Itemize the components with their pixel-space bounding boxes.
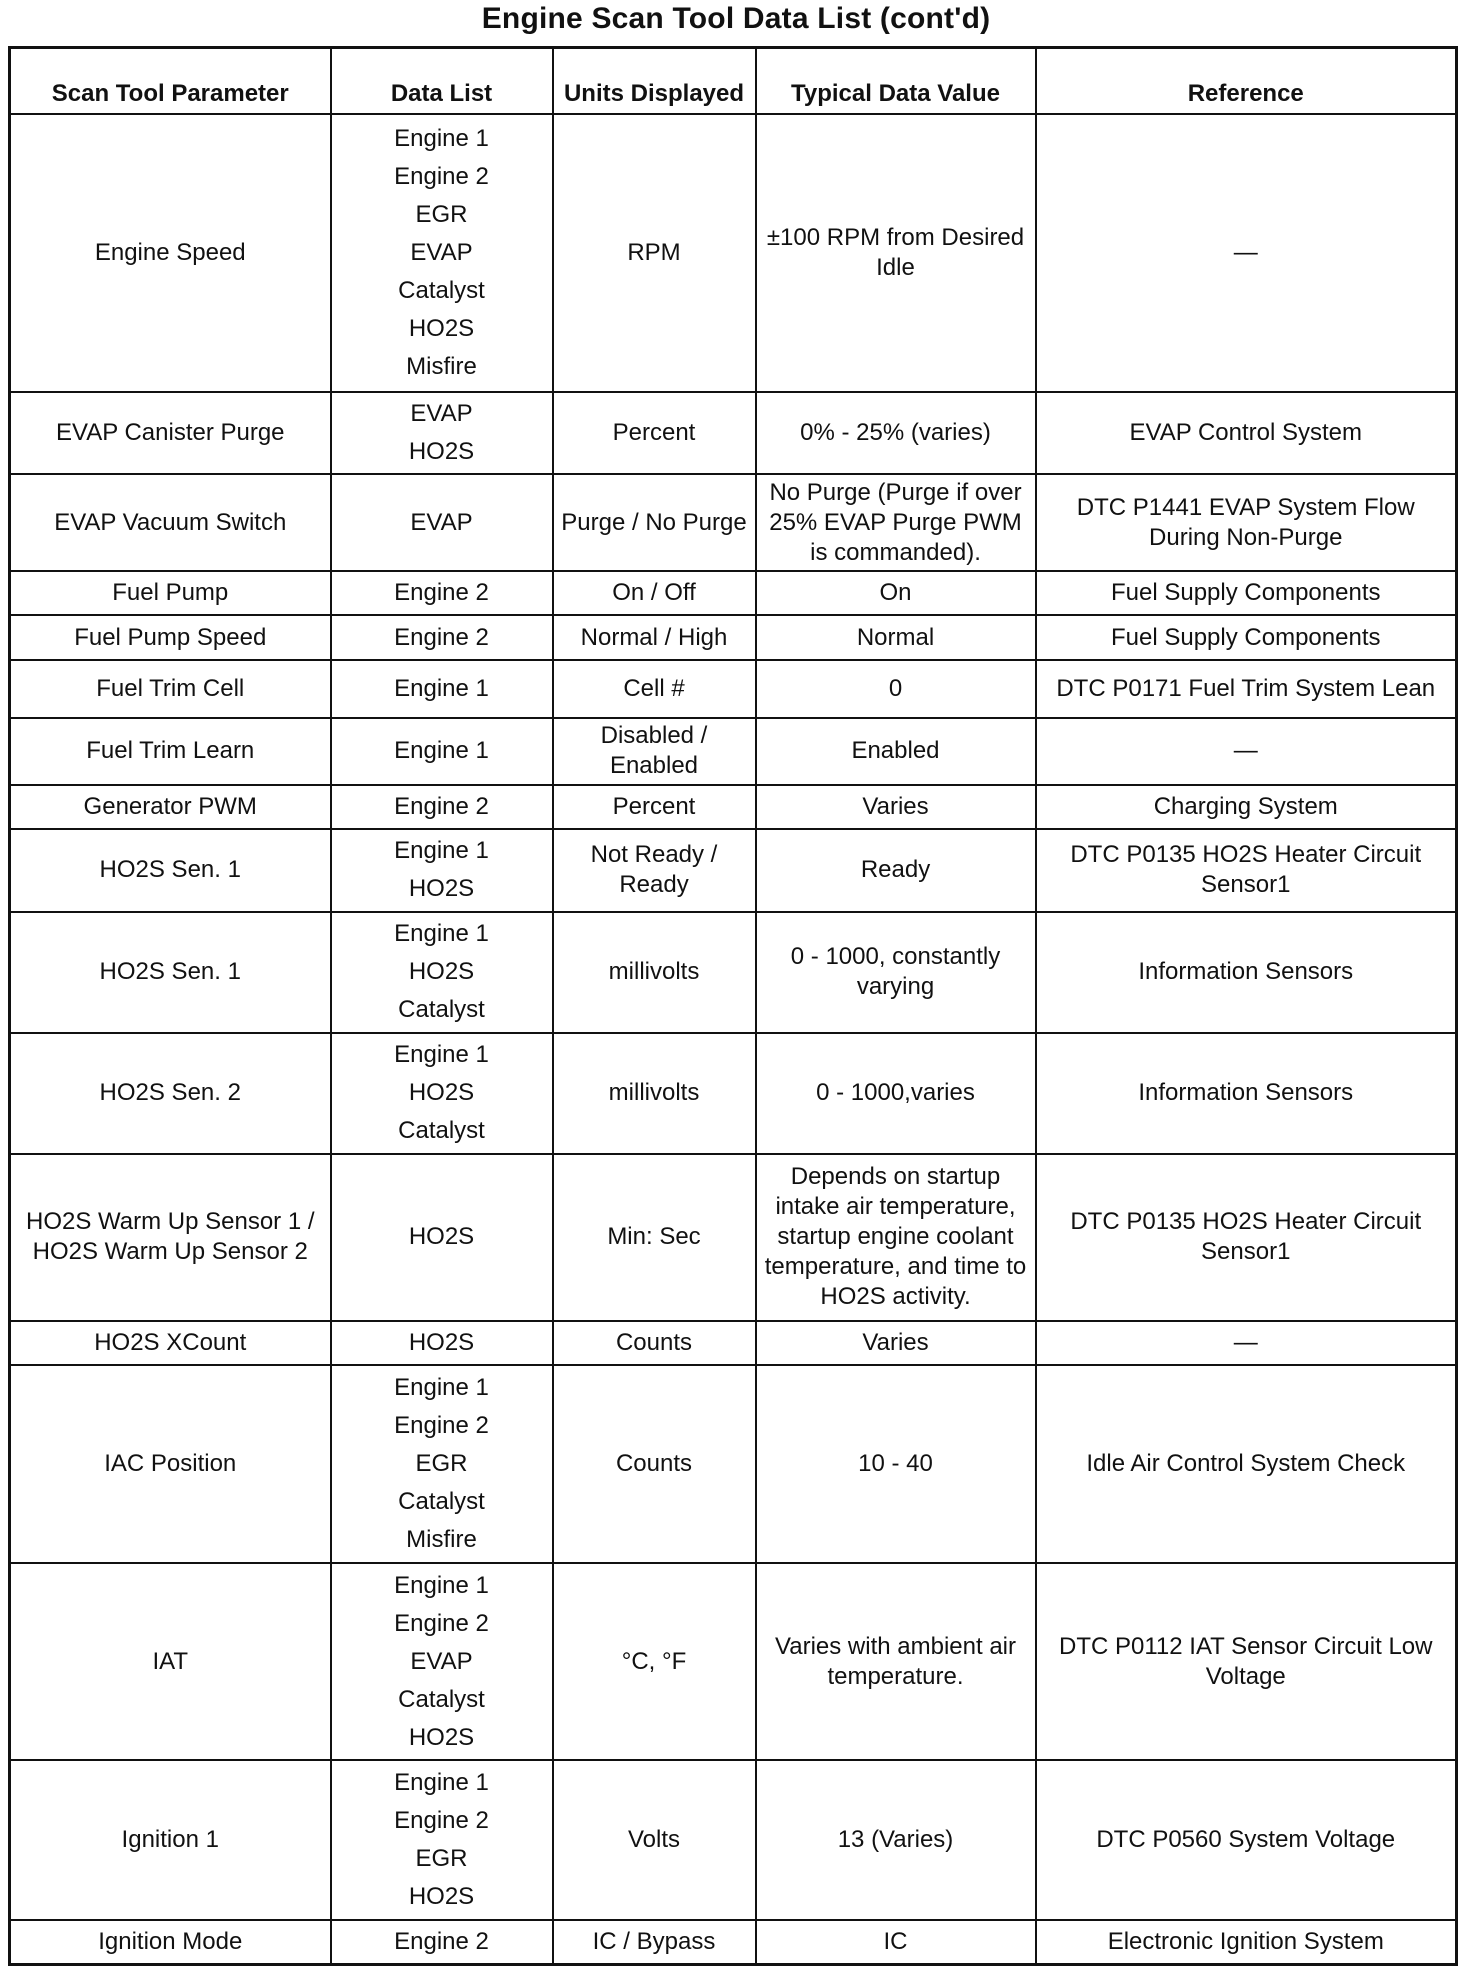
header-data-list: Data List (331, 48, 553, 114)
typical-value-cell: 10 - 40 (756, 1365, 1036, 1563)
data-list-item: HO2S (408, 1723, 475, 1751)
data-list-item: HO2S (408, 1223, 475, 1251)
units-cell: Min: Sec (553, 1154, 756, 1321)
reference-cell: DTC P0112 IAT Sensor Circuit Low Voltage (1036, 1563, 1457, 1761)
data-list-cell (331, 615, 553, 659)
data-list-cell (331, 114, 553, 392)
header-units-displayed: Units Displayed (553, 48, 756, 114)
parameter-cell: EVAP Vacuum Switch (10, 474, 331, 571)
units-cell: IC / Bypass (553, 1920, 756, 1965)
reference-cell: EVAP Control System (1036, 392, 1457, 475)
table-row (10, 571, 1457, 615)
data-list-cell (331, 718, 553, 785)
typical-value-cell: 0 - 1000, constantly varying (756, 912, 1036, 1033)
parameter-cell: HO2S Sen. 1 (10, 912, 331, 1033)
data-list-cell (331, 1154, 553, 1321)
data-list-cell (331, 1920, 553, 1965)
data-list-item: HO2S (408, 875, 475, 903)
units-cell: Percent (553, 785, 756, 829)
parameter-cell: HO2S Sen. 1 (10, 829, 331, 912)
data-list-item: Catalyst (398, 1117, 485, 1145)
table-row (10, 1920, 1457, 1965)
typical-value-cell: On (756, 571, 1036, 615)
reference-cell: Information Sensors (1036, 1033, 1457, 1154)
data-list-item: Engine 2 (394, 1411, 489, 1439)
table-row (10, 660, 1457, 718)
parameter-cell: Ignition 1 (10, 1760, 331, 1919)
table-row (10, 1321, 1457, 1365)
typical-value-cell: Varies (756, 785, 1036, 829)
reference-cell: DTC P0135 HO2S Heater Circuit Sensor1 (1036, 1154, 1457, 1321)
typical-value-cell: Normal (756, 615, 1036, 659)
units-cell: Not Ready / Ready (553, 829, 756, 912)
reference-cell: Charging System (1036, 785, 1457, 829)
data-list-item: Engine 2 (394, 1609, 489, 1637)
data-list-item: EVAP (410, 508, 473, 536)
data-list-item: Engine 2 (394, 792, 489, 820)
data-list-cell (331, 912, 553, 1033)
reference-cell: Idle Air Control System Check (1036, 1365, 1457, 1563)
parameter-cell: Fuel Trim Cell (10, 660, 331, 718)
data-list-item: EVAP (410, 399, 473, 427)
data-list-cell (331, 1563, 553, 1761)
units-cell: Cell # (553, 660, 756, 718)
data-list-item: HO2S (408, 314, 475, 342)
typical-value-cell: Varies with ambient air temperature. (756, 1563, 1036, 1761)
parameter-cell: IAC Position (10, 1365, 331, 1563)
data-list-item: HO2S (408, 1329, 475, 1357)
parameter-cell: HO2S Sen. 2 (10, 1033, 331, 1154)
data-list-item: EVAP (410, 238, 473, 266)
reference-cell: Information Sensors (1036, 912, 1457, 1033)
table-row (10, 392, 1457, 475)
header-row (10, 48, 1457, 114)
units-cell: Purge / No Purge (553, 474, 756, 571)
data-list-item: HO2S (408, 958, 475, 986)
units-cell: RPM (553, 114, 756, 392)
data-list-item: Engine 1 (394, 674, 489, 702)
reference-cell: Electronic Ignition System (1036, 1920, 1457, 1965)
data-list-cell (331, 474, 553, 571)
data-list-item: Engine 1 (394, 1571, 489, 1599)
header-typical-data-value: Typical Data Value (756, 48, 1036, 114)
parameter-cell: Fuel Pump Speed (10, 615, 331, 659)
data-list-item: Engine 1 (394, 737, 489, 765)
parameter-cell: Ignition Mode (10, 1920, 331, 1965)
units-cell: millivolts (553, 1033, 756, 1154)
data-list-item: EVAP (410, 1647, 473, 1675)
table-row (10, 1154, 1457, 1321)
typical-value-cell: 0% - 25% (varies) (756, 392, 1036, 475)
data-list-item: Engine 1 (394, 1768, 489, 1796)
data-list-item: HO2S (408, 1079, 475, 1107)
data-list-item: Engine 2 (394, 1927, 489, 1955)
data-list-item: Catalyst (398, 276, 485, 304)
typical-value-cell: ±100 RPM from Desired Idle (756, 114, 1036, 392)
units-cell: Counts (553, 1321, 756, 1365)
table-row (10, 114, 1457, 392)
data-list-item: Catalyst (398, 996, 485, 1024)
reference-cell: Fuel Supply Components (1036, 571, 1457, 615)
data-list-item: Engine 2 (394, 579, 489, 607)
typical-value-cell: IC (756, 1920, 1036, 1965)
data-list-cell (331, 1365, 553, 1563)
typical-value-cell: Enabled (756, 718, 1036, 785)
data-list-item: Engine 2 (394, 623, 489, 651)
data-list-item: HO2S (408, 1882, 475, 1910)
data-list-item: Engine 1 (394, 124, 489, 152)
page-title: Engine Scan Tool Data List (cont'd) (481, 2, 991, 35)
data-list-item: Misfire (406, 352, 477, 380)
data-list-item: HO2S (408, 437, 475, 465)
units-cell: °C, °F (553, 1563, 756, 1761)
units-cell: millivolts (553, 912, 756, 1033)
typical-value-cell: 0 (756, 660, 1036, 718)
parameter-cell: HO2S Warm Up Sensor 1 / HO2S Warm Up Sensor 2 (10, 1154, 331, 1321)
typical-value-cell: Varies (756, 1321, 1036, 1365)
typical-value-cell: Depends on startup intake air temperature, startup engine coolant temperature, and time to HO2S activity. (756, 1154, 1036, 1321)
data-list-item: Engine 1 (394, 1041, 489, 1069)
data-list-item: EGR (415, 1449, 468, 1477)
table-row (10, 474, 1457, 571)
table-row (10, 1563, 1457, 1761)
data-list-item: Catalyst (398, 1487, 485, 1515)
data-list-item: Engine 1 (394, 920, 489, 948)
data-list-item: Engine 2 (394, 162, 489, 190)
table-row (10, 615, 1457, 659)
typical-value-cell: Ready (756, 829, 1036, 912)
table-body (10, 114, 1457, 1965)
reference-cell: — (1036, 114, 1457, 392)
table-header (10, 48, 1457, 114)
data-list-cell (331, 571, 553, 615)
units-cell: Disabled / Enabled (553, 718, 756, 785)
header-reference: Reference (1036, 48, 1457, 114)
typical-value-cell: No Purge (Purge if over 25% EVAP Purge PWM is commanded). (756, 474, 1036, 571)
reference-cell: — (1036, 718, 1457, 785)
reference-cell: DTC P0135 HO2S Heater Circuit Sensor1 (1036, 829, 1457, 912)
parameter-cell: Fuel Pump (10, 571, 331, 615)
data-list-cell (331, 392, 553, 475)
typical-value-cell: 0 - 1000,varies (756, 1033, 1036, 1154)
units-cell: On / Off (553, 571, 756, 615)
reference-cell: DTC P0171 Fuel Trim System Lean (1036, 660, 1457, 718)
data-list-item: Misfire (406, 1525, 477, 1553)
data-list-item: Engine 1 (394, 837, 489, 865)
data-list-item: Engine 2 (394, 1806, 489, 1834)
units-cell: Volts (553, 1760, 756, 1919)
table-row (10, 912, 1457, 1033)
parameter-cell: Fuel Trim Learn (10, 718, 331, 785)
table-row (10, 1033, 1457, 1154)
data-list-item: Engine 1 (394, 1373, 489, 1401)
table-row (10, 718, 1457, 785)
table-row (10, 1365, 1457, 1563)
parameter-cell: HO2S XCount (10, 1321, 331, 1365)
table-row (10, 1760, 1457, 1919)
reference-cell: Fuel Supply Components (1036, 615, 1457, 659)
table-row (10, 785, 1457, 829)
parameter-cell: Engine Speed (10, 114, 331, 392)
data-list-cell (331, 785, 553, 829)
data-list-item: Catalyst (398, 1685, 485, 1713)
data-list-cell (331, 660, 553, 718)
parameter-cell: IAT (10, 1563, 331, 1761)
table-row (10, 829, 1457, 912)
parameter-cell: EVAP Canister Purge (10, 392, 331, 475)
data-list-item: EGR (415, 1844, 468, 1872)
parameter-cell: Generator PWM (10, 785, 331, 829)
units-cell: Counts (553, 1365, 756, 1563)
units-cell: Percent (553, 392, 756, 475)
header-scan-tool-parameter: Scan Tool Parameter (10, 48, 331, 114)
reference-cell: DTC P1441 EVAP System Flow During Non-Purge (1036, 474, 1457, 571)
scan-tool-data-table (8, 46, 1458, 1966)
data-list-cell (331, 829, 553, 912)
data-list-cell (331, 1033, 553, 1154)
reference-cell: DTC P0560 System Voltage (1036, 1760, 1457, 1919)
reference-cell: — (1036, 1321, 1457, 1365)
data-list-item: EGR (415, 200, 468, 228)
data-list-cell (331, 1321, 553, 1365)
data-list-cell (331, 1760, 553, 1919)
units-cell: Normal / High (553, 615, 756, 659)
typical-value-cell: 13 (Varies) (756, 1760, 1036, 1919)
